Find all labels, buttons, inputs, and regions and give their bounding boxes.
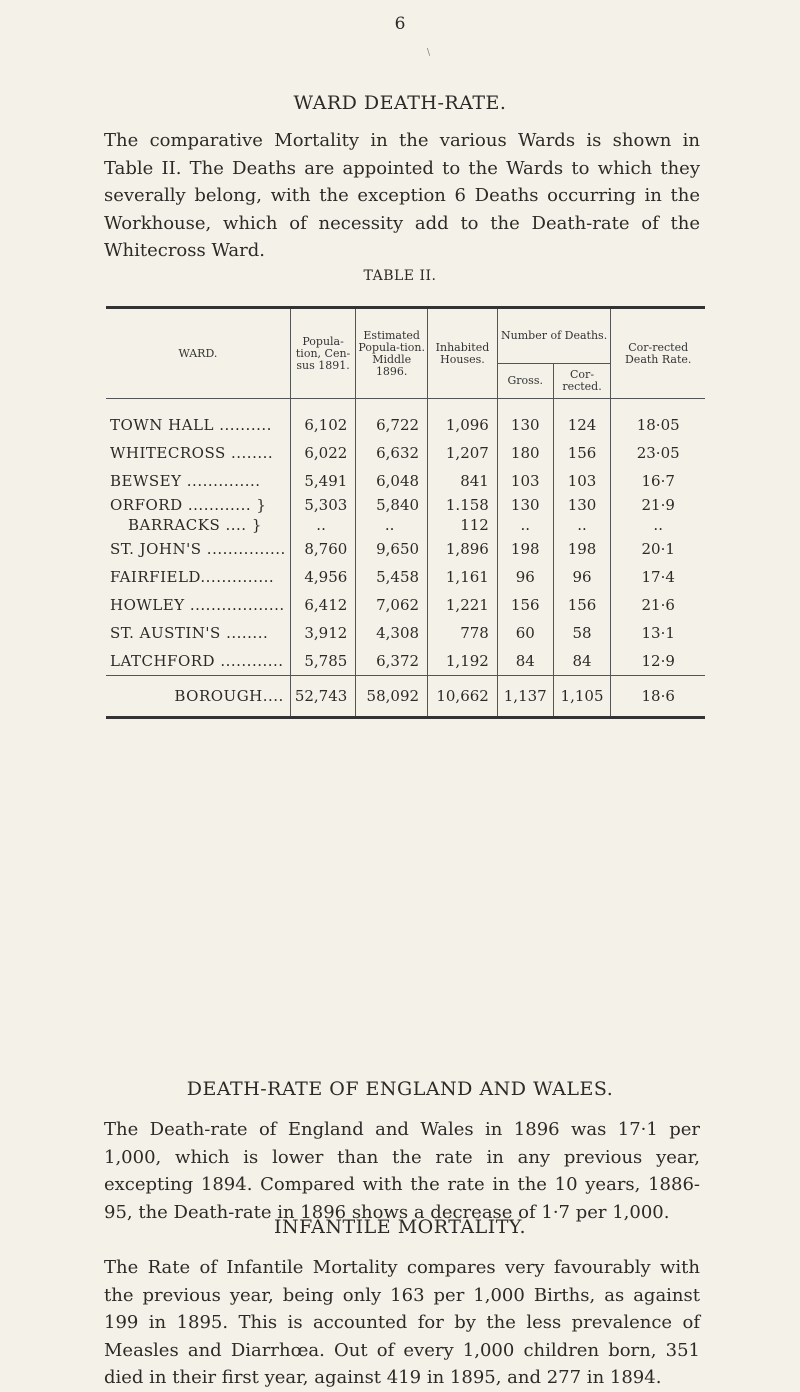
corrected-cell: 84 [553, 647, 611, 676]
population-cell: 3,912 [290, 619, 356, 647]
population-orford: 5,303 [304, 496, 348, 514]
table-row [106, 495, 705, 535]
table-row [106, 619, 705, 647]
table-caption: TABLE II. [363, 268, 437, 284]
ward-name: FAIRFIELD.............. [110, 568, 275, 586]
population-cell: 6,412 [290, 591, 356, 619]
header-deaths-group: Number of Deaths. [497, 308, 611, 364]
houses-cell: 1,192 [428, 647, 498, 676]
header-ward: WARD. [178, 346, 218, 360]
population-cell [290, 495, 356, 535]
rate-cell: 18·05 [611, 399, 705, 440]
ward-name-barracks: BARRACKS .... } [128, 516, 262, 534]
gross-orford: 130 [510, 496, 540, 514]
corrected-orford: 130 [567, 496, 597, 514]
estimated-cell: 6,372 [356, 647, 428, 676]
total-estimated: 58,092 [356, 676, 428, 718]
population-barracks: .. [316, 516, 326, 534]
population-cell: 5,785 [290, 647, 356, 676]
header-rate: Cor-rected Death Rate. [611, 308, 705, 399]
ward-name: ST. AUSTIN'S ........ [110, 624, 269, 642]
gross-cell: 130 [497, 399, 553, 440]
corrected-cell: 96 [553, 563, 611, 591]
table-row [106, 399, 705, 440]
ward-name: BEWSEY .............. [110, 472, 261, 490]
header-corrected: Cor-rected. [553, 364, 611, 399]
rate-cell: 17·4 [611, 563, 705, 591]
gross-cell: 84 [497, 647, 553, 676]
ward-death-rate-paragraph: The comparative Mortality in the various Wards is shown in Table II. The Deaths are appointed to the Wards to which they severally belong, with the exception 6 Deaths occurring in the Workhouse, which of necessity add to the Death-rate of the Whitecross Ward. [104, 130, 700, 261]
table-row [106, 563, 705, 591]
gross-barracks: .. [520, 516, 531, 534]
ward-name: LATCHFORD ............ [110, 652, 284, 670]
houses-barracks: 112 [460, 516, 489, 534]
population-cell: 4,956 [290, 563, 356, 591]
houses-cell: 1,207 [428, 439, 498, 467]
houses-cell: 1,096 [428, 399, 498, 440]
population-cell: 8,760 [290, 535, 356, 563]
gross-cell: 198 [497, 535, 553, 563]
header-population: Popula-tion, Cen-sus 1891. [290, 308, 356, 399]
table-row [106, 467, 705, 495]
population-cell: 6,102 [290, 399, 356, 440]
rate-barracks: .. [653, 516, 663, 534]
estimated-cell: 4,308 [356, 619, 428, 647]
header-gross: Gross. [497, 364, 553, 399]
rate-cell: 13·1 [611, 619, 705, 647]
gross-cell: 156 [497, 591, 553, 619]
corrected-barracks: .. [577, 516, 587, 534]
estimated-cell: 9,650 [356, 535, 428, 563]
population-cell: 5,491 [290, 467, 356, 495]
estimated-cell: 6,048 [356, 467, 428, 495]
total-rate: 18·6 [611, 676, 705, 718]
header-houses: Inhabited Houses. [428, 308, 498, 399]
print-mark: \ [427, 48, 431, 58]
rate-cell: 21·6 [611, 591, 705, 619]
england-wales-heading: DEATH-RATE OF ENGLAND AND WALES. [186, 1078, 614, 1100]
houses-orford: 1.158 [445, 496, 489, 514]
houses-cell: 1,221 [428, 591, 498, 619]
houses-cell [428, 495, 498, 535]
total-houses: 10,662 [428, 676, 498, 718]
gross-cell: 180 [497, 439, 553, 467]
table-row [106, 439, 705, 467]
rate-cell [611, 495, 705, 535]
table-row [106, 647, 705, 676]
ward-name: ST. JOHN'S ............... [110, 540, 286, 558]
page-number: 6 [394, 14, 406, 34]
total-row [106, 676, 705, 718]
population-cell: 6,022 [290, 439, 356, 467]
corrected-cell: 124 [553, 399, 611, 440]
england-wales-paragraph: The Death-rate of England and Wales in 1896 was 17·1 per 1,000, which is lower than the rate in any previous year, excepting 1894. Compared with the rate in the 10 years, 1886-95, the Death-rate in 1896 shows a decrease of 1·7 per 1,000. [104, 1119, 700, 1223]
corrected-cell [553, 495, 611, 535]
estimated-orford: 5,840 [376, 496, 420, 514]
estimated-cell: 6,722 [356, 399, 428, 440]
corrected-cell: 156 [553, 439, 611, 467]
ward-name: HOWLEY .................. [110, 596, 285, 614]
infantile-mortality-paragraph: The Rate of Infantile Mortality compares very favourably with the previous year, being only 163 per 1,000 Births, as against 199 in 1895. This is accounted for by the less prevalence of Measles and Diarrhœa. Out of every 1,000 children born, 351 died in their first year, against 419 in 1895, and 277 in 1894. [104, 1257, 700, 1388]
estimated-cell: 5,458 [356, 563, 428, 591]
houses-cell: 778 [428, 619, 498, 647]
estimated-barracks: .. [384, 516, 395, 534]
total-gross: 1,137 [497, 676, 553, 718]
total-corrected: 1,105 [553, 676, 611, 718]
header-estimated: Estimated Popula-tion. Middle 1896. [356, 308, 428, 399]
ward-name: TOWN HALL .......... [110, 416, 272, 434]
estimated-cell: 6,632 [356, 439, 428, 467]
gross-cell: 103 [497, 467, 553, 495]
ward-name: WHITECROSS ........ [110, 444, 274, 462]
gross-cell: 96 [497, 563, 553, 591]
rate-cell: 16·7 [611, 467, 705, 495]
ward-name [106, 495, 290, 535]
ward-death-rate-heading: WARD DEATH-RATE. [293, 92, 507, 114]
corrected-cell: 103 [553, 467, 611, 495]
rate-orford: 21·9 [641, 496, 675, 514]
houses-cell: 1,161 [428, 563, 498, 591]
infantile-mortality-heading: INFANTILE MORTALITY. [274, 1216, 526, 1238]
ward-name-orford: ORFORD ............ } [110, 496, 267, 514]
corrected-cell: 156 [553, 591, 611, 619]
total-label: BOROUGH.... [106, 676, 290, 718]
corrected-cell: 198 [553, 535, 611, 563]
total-population: 52,743 [290, 676, 356, 718]
estimated-cell [356, 495, 428, 535]
table-row [106, 591, 705, 619]
gross-cell [497, 495, 553, 535]
houses-cell: 841 [428, 467, 498, 495]
estimated-cell: 7,062 [356, 591, 428, 619]
rate-cell: 20·1 [611, 535, 705, 563]
rate-cell: 12·9 [611, 647, 705, 676]
houses-cell: 1,896 [428, 535, 498, 563]
rate-cell: 23·05 [611, 439, 705, 467]
table-row [106, 535, 705, 563]
ward-mortality-table [106, 306, 705, 719]
gross-cell: 60 [497, 619, 553, 647]
corrected-cell: 58 [553, 619, 611, 647]
